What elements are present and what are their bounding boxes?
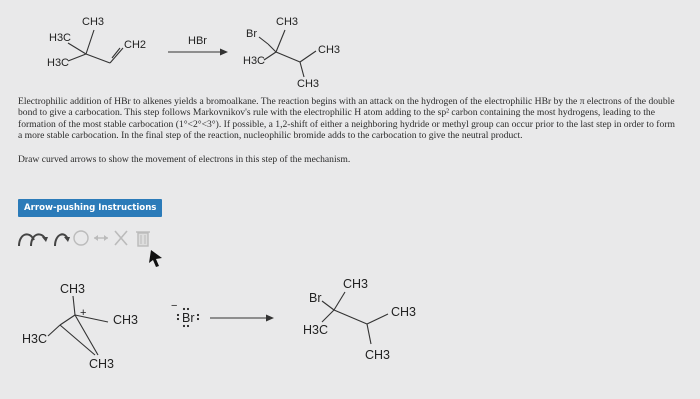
mech-product-ch3-right: CH3 (391, 305, 417, 319)
single-arrow-tool-icon[interactable] (16, 226, 50, 250)
trash-tool-icon[interactable] (134, 226, 152, 250)
reactant-h3c-upper: H3C (49, 32, 72, 44)
clear-tool-icon[interactable] (112, 226, 130, 250)
erase-tool-icon[interactable] (72, 226, 90, 250)
reaction-arrow (168, 35, 228, 56)
product-ch3-right: CH3 (318, 44, 341, 56)
instruction-text (18, 96, 680, 173)
mech-product-br: Br (309, 291, 322, 305)
mech-product-ch3-top: CH3 (343, 277, 369, 291)
drawing-toolbar (16, 226, 166, 252)
reactant-ch3-top: CH3 (82, 16, 105, 28)
carbocation-ch3-top: CH3 (60, 282, 86, 296)
double-arrow-tool-icon[interactable] (52, 226, 72, 250)
mech-product-h3c: H3C (303, 323, 329, 337)
mechanism-product (303, 277, 416, 362)
product-ch3-bottom: CH3 (297, 78, 320, 90)
carbocation-ch3-bottom: CH3 (89, 357, 115, 371)
mech-product-ch3-bottom: CH3 (365, 348, 391, 362)
mouse-cursor-icon (149, 250, 162, 267)
arrow-pushing-instructions-button[interactable]: Arrow-pushing Instructions (18, 199, 162, 217)
carbocation-molecule (22, 282, 138, 371)
reactant-h3c-lower: H3C (47, 57, 70, 69)
product-br: Br (246, 28, 257, 40)
product-ch3-top: CH3 (276, 16, 299, 28)
reactant-molecule (47, 16, 146, 69)
carbocation-h3c: H3C (22, 332, 48, 346)
svg-text:−: − (171, 300, 178, 312)
task-prompt: Draw curved arrows to show the movement of electrons in this step of the mechanism. (18, 153, 351, 165)
reactant-ch2: CH2 (124, 39, 147, 51)
mechanism-paragraph: Electrophilic addition of HBr to alkenes yields a bromoalkane. The reaction begins with an attack on the hydrogen of the electrophilic HBr by the π electrons of the double bond to give a carbocation. This step follows Markovnikov's rule with the electrophilic H atom adding to the sp² carbon containing the most hydrogens, leading to the formation of the most stable carbocation (1°<2°<3°). If possible, a 1,2-shift of either a neighboring hydride or methyl group can occur prior to the last step in order to form a more stable carbocation. In the final step of the reaction, nucleophilic bromide adds to the carbocation to give the neutral product. (18, 96, 675, 142)
product-molecule (243, 16, 340, 90)
bromide-nucleophile[interactable] (171, 300, 199, 327)
product-h3c: H3C (243, 55, 266, 67)
carbocation-ch3-right: CH3 (113, 313, 139, 327)
bromide-label[interactable]: Br (182, 311, 195, 325)
mechanism-arrow (210, 315, 274, 322)
reagent-label: HBr (188, 35, 207, 47)
carbocation-plus: + (80, 307, 87, 319)
move-tool-icon[interactable] (92, 226, 110, 250)
